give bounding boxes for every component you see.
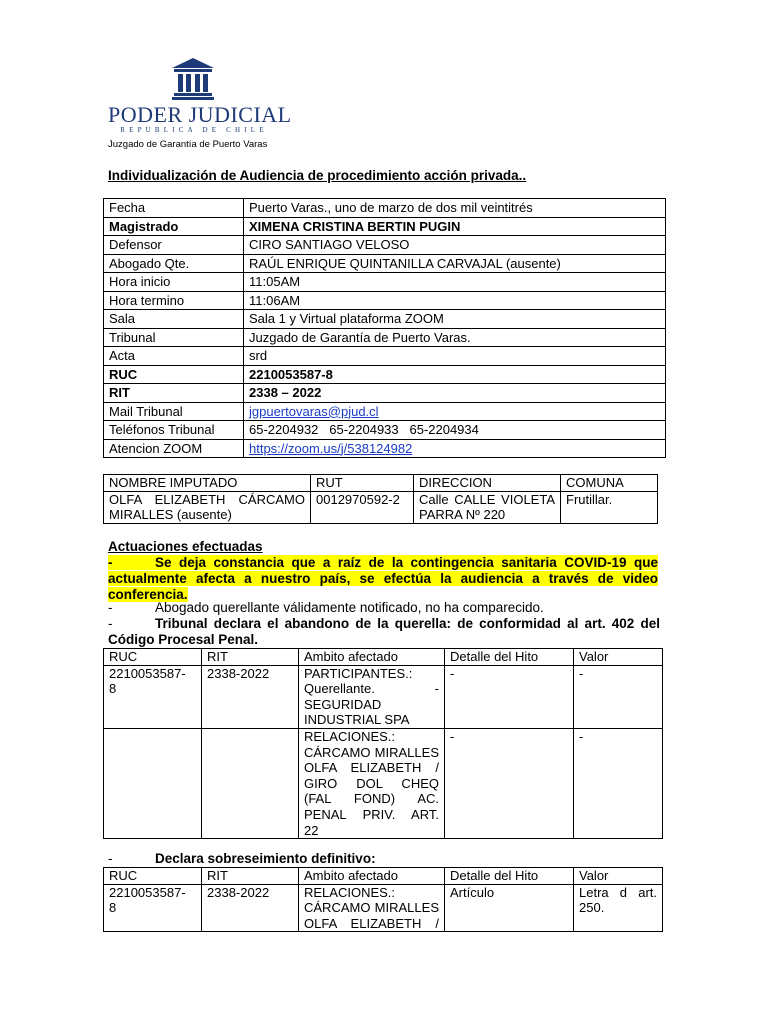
ambito-line: GIRO DOL CHEQ [304,775,439,791]
info-row-zoom [104,439,666,458]
info-value: 11:06AM [244,291,666,310]
hito-header-valor: Valor [574,868,663,885]
hito-ruc [104,884,202,932]
header-nombre: NOMBRE IMPUTADO [104,475,311,492]
zoom-link[interactable]: https://zoom.us/j/538124982 [249,440,413,456]
info-label: Teléfonos Tribunal [104,421,244,440]
info-row-hora-termino [104,291,666,310]
info-value: Puerto Varas., uno de marzo de dos mil veintitrés [244,199,666,218]
info-row-acta [104,347,666,366]
hito-rit: 2338-2022 [202,884,299,932]
ambito-line: RELACIONES.: [304,728,396,744]
info-row-fecha [104,199,666,218]
hito-row [104,728,663,838]
ruc-line1: 2210053587- [109,884,186,900]
info-value: CIRO SANTIAGO VELOSO [244,236,666,255]
courthouse-icon [170,56,216,100]
ambito-dash: - [434,681,439,697]
hito-ambito [299,884,445,932]
hito-header-detalle: Detalle del Hito [445,868,574,885]
actuacion-covid [108,555,658,603]
ambito-line: CÁRCAMO MIRALLES [304,744,439,760]
header-rut: RUT [311,475,414,492]
hito-header-rit: RIT [202,649,299,666]
logo-title: PODER JUDICIAL [108,102,292,127]
ambito-line: INDUSTRIAL SPA [304,712,410,728]
info-value: Juzgado de Garantía de Puerto Varas. [244,328,666,347]
bullet-dash: - [108,600,113,615]
ambito-line: CÁRCAMO MIRALLES [304,900,439,916]
hito-valor: - [574,665,663,728]
info-label: Fecha [104,199,244,218]
info-label: Atencion ZOOM [104,439,244,458]
covid-line1: Se deja constancia que a raíz de la contingencia sanitaria COVID-19 que [155,555,658,570]
info-label: Abogado Qte. [104,254,244,273]
info-row-magistrado [104,217,666,236]
info-label: Mail Tribunal [104,402,244,421]
hito-detalle: Artículo [445,884,574,932]
info-label: Tribunal [104,328,244,347]
info-value: 65-2204932 65-2204933 65-2204934 [244,421,666,440]
imputado-comuna: Frutillar. [561,491,658,523]
ambito-line: 22 [304,822,319,838]
hito-detalle: - [445,728,574,838]
info-value: srd [244,347,666,366]
hito-rit: 2338-2022 [202,665,299,728]
header-comuna: COMUNA [561,475,658,492]
info-row-ruc [104,365,666,384]
ruc-line2: 8 [109,681,117,697]
audience-info-table [103,198,666,458]
hito-ruc [104,728,202,838]
info-row-sala [104,310,666,329]
hito-rit [202,728,299,838]
sobreseimiento-text: Declara sobreseimiento definitivo: [155,851,376,866]
bullet-dash: - [108,555,113,570]
info-label: RUC [104,365,244,384]
ambito-line: PARTICIPANTES.: [304,665,413,681]
actuacion-abogado [108,600,660,616]
info-label: Sala [104,310,244,329]
info-value: RAÚL ENRIQUE QUINTANILLA CARVAJAL (ausente) [244,254,666,273]
hito-header-ruc: RUC [104,868,202,885]
bullet-dash: - [108,616,113,631]
info-label: RIT [104,384,244,403]
info-label: Defensor [104,236,244,255]
info-value: XIMENA CRISTINA BERTIN PUGIN [244,217,666,236]
info-row-rit [104,384,666,403]
ambito-line: OLFA ELIZABETH / [304,760,439,776]
hito-row [104,665,663,728]
valor-line2: 250. [579,900,605,916]
hito-ambito [299,728,445,838]
info-row-tribunal [104,328,666,347]
info-row-abogado [104,254,666,273]
ambito-line: SEGURIDAD [304,696,382,712]
info-value: 2210053587-8 [244,365,666,384]
mail-link[interactable]: jgpuertovaras@pjud.cl [249,403,379,419]
ambito-line: PENAL PRIV. ART. [304,806,439,822]
actuacion-abandono [108,616,660,648]
covid-line2: actualmente afecta a nuestro país, se efectúa la audiencia a través de video [108,571,658,586]
direccion-line2: PARRA Nº 220 [419,507,506,522]
hito-header-row [104,649,663,666]
info-row-telefonos [104,421,666,440]
hito-ruc [104,665,202,728]
info-row-mail [104,402,666,421]
ambito-line: Querellante. [304,681,375,697]
info-label: Acta [104,347,244,366]
header-direccion: DIRECCION [414,475,561,492]
info-value: 11:05AM [244,273,666,292]
actuaciones-heading: Actuaciones efectuadas [108,539,263,554]
hito-header-rit: RIT [202,868,299,885]
hito-header-valor: Valor [574,649,663,666]
info-label: Magistrado [104,217,244,236]
info-value: 2338 – 2022 [244,384,666,403]
logo-subtitle: REPUBLICA DE CHILE [120,126,268,134]
abogado-text: Abogado querellante válidamente notificado, no ha comparecido. [155,600,544,615]
document-title: Individualización de Audiencia de procedimiento acción privada.. [108,168,527,183]
hito-detalle: - [445,665,574,728]
info-row-defensor [104,236,666,255]
ruc-line1: 2210053587- [109,665,186,681]
imputado-header-row [104,475,658,492]
actuacion-sobreseimiento [108,851,660,867]
hito-header-row [104,868,663,885]
info-value [244,439,666,458]
hito-header-detalle: Detalle del Hito [445,649,574,666]
info-row-hora-inicio [104,273,666,292]
imputado-direccion [414,491,561,523]
ambito-line: OLFA ELIZABETH / [304,915,439,931]
hito-row [104,884,663,932]
imputado-rut: 0012970592-2 [311,491,414,523]
info-label: Hora termino [104,291,244,310]
abandono-line2: Código Procesal Penal. [108,632,259,647]
valor-line1: Letra d art. [579,884,657,900]
ambito-line: (FAL FOND) AC. [304,791,439,807]
direccion-line1: Calle CALLE VIOLETA [419,491,555,507]
hito-ambito [299,665,445,728]
bullet-dash: - [108,851,113,866]
ambito-line: RELACIONES.: [304,884,396,900]
imputado-name-line2: MIRALLES (ausente) [109,507,232,522]
abandono-line1: Tribunal declara el abandono de la querella: de conformidad al art. 402 del [155,616,660,631]
hito-table-sobreseimiento [103,867,663,932]
hito-header-ambito: Ambito afectado [299,649,445,666]
imputado-name [104,491,311,523]
imputado-table [103,474,658,524]
hito-valor: - [574,728,663,838]
imputado-name-line1: OLFA ELIZABETH CÁRCAMO [109,491,305,507]
hito-header-ruc: RUC [104,649,202,666]
info-value [244,402,666,421]
info-label: Hora inicio [104,273,244,292]
info-value: Sala 1 y Virtual plataforma ZOOM [244,310,666,329]
hito-table-abandono [103,648,663,839]
ruc-line2: 8 [109,900,117,916]
covid-line3: conferencia. [108,587,188,602]
hito-header-ambito: Ambito afectado [299,868,445,885]
hito-valor [574,884,663,932]
imputado-row [104,491,658,523]
court-name: Juzgado de Garantía de Puerto Varas [108,139,268,150]
